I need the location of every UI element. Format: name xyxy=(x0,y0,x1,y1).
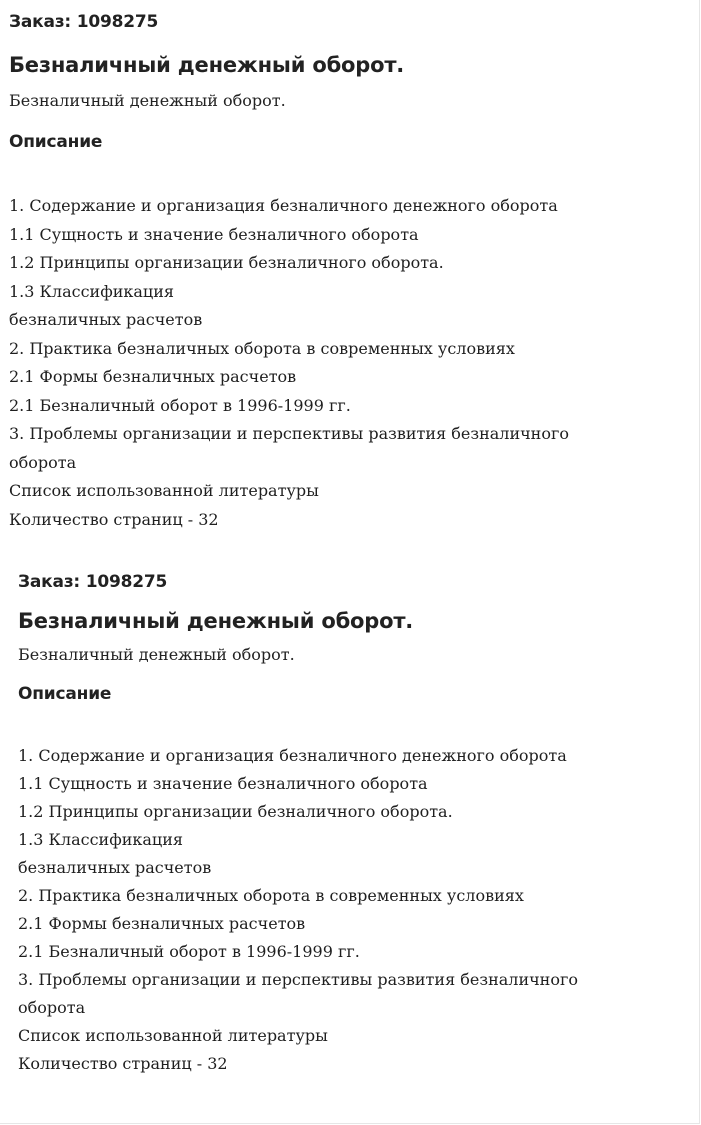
description-line: 2.1 Безналичный оборот в 1996-1999 гг. xyxy=(9,395,351,415)
description-line: 3. Проблемы организации и перспективы развития безналичного xyxy=(18,970,578,989)
description-line: 1. Содержание и организация безналичного денежного оборота xyxy=(9,196,558,215)
description-line: оборота xyxy=(9,452,77,472)
order-number: Заказ: 1098275 xyxy=(18,572,168,592)
description-list xyxy=(9,192,689,534)
description-line: 2.1 Формы безналичных расчетов xyxy=(9,367,297,386)
description-heading: Описание xyxy=(9,132,103,152)
description-line: Количество страниц - 32 xyxy=(9,509,219,529)
description-line: 1. Содержание и организация безналичного денежного оборота xyxy=(18,746,567,765)
order-subtitle: Безналичный денежный оборот. xyxy=(9,91,286,110)
description-line: 1.3 Классификация xyxy=(18,830,183,849)
description-line: 2. Практика безналичных оборота в современных условиях xyxy=(9,338,515,358)
order-title: Безналичный денежный оборот. xyxy=(18,609,414,633)
description-line: безналичных расчетов xyxy=(9,310,203,329)
description-line: Список использованной литературы xyxy=(18,1026,328,1045)
description-line: 3. Проблемы организации и перспективы развития безналичного xyxy=(9,424,569,443)
description-line: Список использованной литературы xyxy=(9,481,319,500)
order-number: Заказ: 1098275 xyxy=(9,12,159,32)
description-line: 2.1 Формы безналичных расчетов xyxy=(18,914,306,933)
order-block xyxy=(18,570,690,1078)
description-list xyxy=(18,742,690,1078)
order-subtitle: Безналичный денежный оборот. xyxy=(18,645,295,664)
order-title: Безналичный денежный оборот. xyxy=(9,53,405,77)
order-block xyxy=(9,10,689,534)
description-line: 2.1 Безналичный оборот в 1996-1999 гг. xyxy=(18,942,360,961)
description-line: 1.2 Принципы организации безналичного оборота. xyxy=(9,253,444,272)
description-line: Количество страниц - 32 xyxy=(18,1054,228,1073)
description-line: 1.3 Классификация xyxy=(9,281,174,301)
description-line: 2. Практика безналичных оборота в современных условиях xyxy=(18,886,524,905)
description-line: оборота xyxy=(18,998,86,1017)
description-line: 1.1 Сущность и значение безналичного оборота xyxy=(9,224,419,244)
description-line: 1.1 Сущность и значение безналичного оборота xyxy=(18,774,428,793)
description-line: безналичных расчетов xyxy=(18,858,212,877)
description-heading: Описание xyxy=(18,684,112,704)
description-line: 1.2 Принципы организации безналичного оборота. xyxy=(18,802,453,821)
